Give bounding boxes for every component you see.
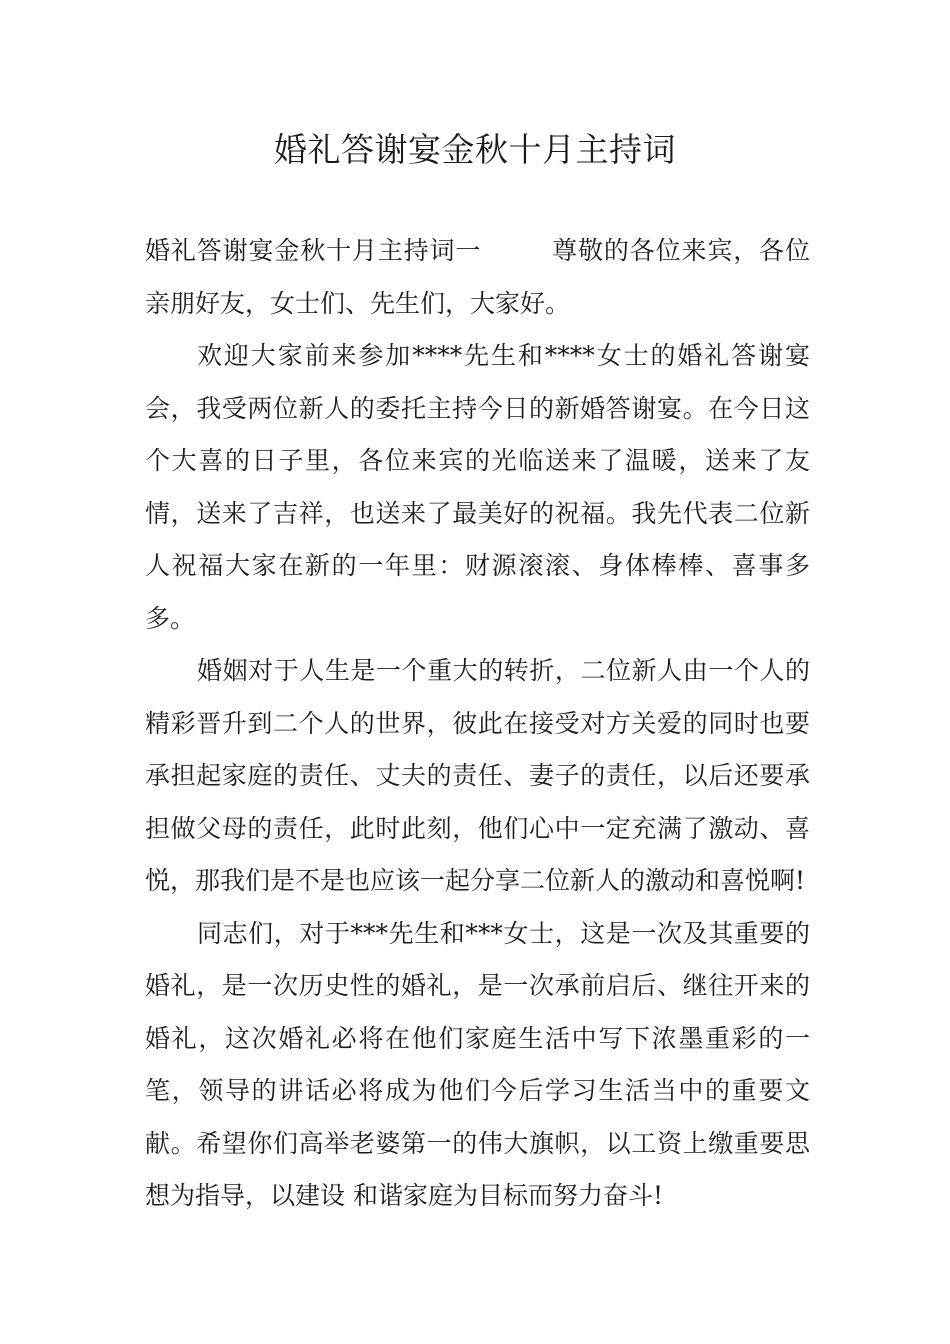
paragraph-welcome: 欢迎大家前来参加****先生和****女士的婚礼答谢宴会，我受两位新人的委托主持今日的新婚答谢宴。在今日这个大喜的日子里，各位来宾的光临送来了温暖，送来了友情，送来了吉祥，也送来了最美好的祝福。我先代表二位新人祝福大家在新的一年里：财源滚滚、身体棒棒、喜事多多。 xyxy=(145,341,810,633)
intro-paragraph xyxy=(145,225,810,330)
document-title: 婚礼答谢宴金秋十月主持词 xyxy=(274,130,676,169)
intro-text: 尊敬的各位来宾，各位亲朋好友，女士们、先生们，大家好。 xyxy=(145,236,810,318)
document-body xyxy=(145,225,810,1223)
paragraph-comrades: 同志们，对于***先生和***女士，这是一次及其重要的婚礼，是一次历史性的婚礼，是一次承前启后、继往开来的婚礼，这次婚礼必将在他们家庭生活中写下浓墨重彩的一笔，领导的讲话必将成为他们今后学习生活当中的重要文献。希望你们高举老婆第一的伟大旗帜，以工资上缴重要思想为指导，以建设 和谐家庭为目标而努力奋斗! xyxy=(145,918,810,1210)
intro-heading: 婚礼答谢宴金秋十月主持词一 xyxy=(145,236,482,265)
paragraph-marriage: 婚姻对于人生是一个重大的转折，二位新人由一个人的精彩晋升到二个人的世界，彼此在接受对方关爱的同时也要承担起家庭的责任、丈夫的责任、妻子的责任，以后还要承担做父母的责任，此时此刻，他们心中一定充满了激动、喜悦，那我们是不是也应该一起分享二位新人的激动和喜悦啊! xyxy=(145,656,810,895)
